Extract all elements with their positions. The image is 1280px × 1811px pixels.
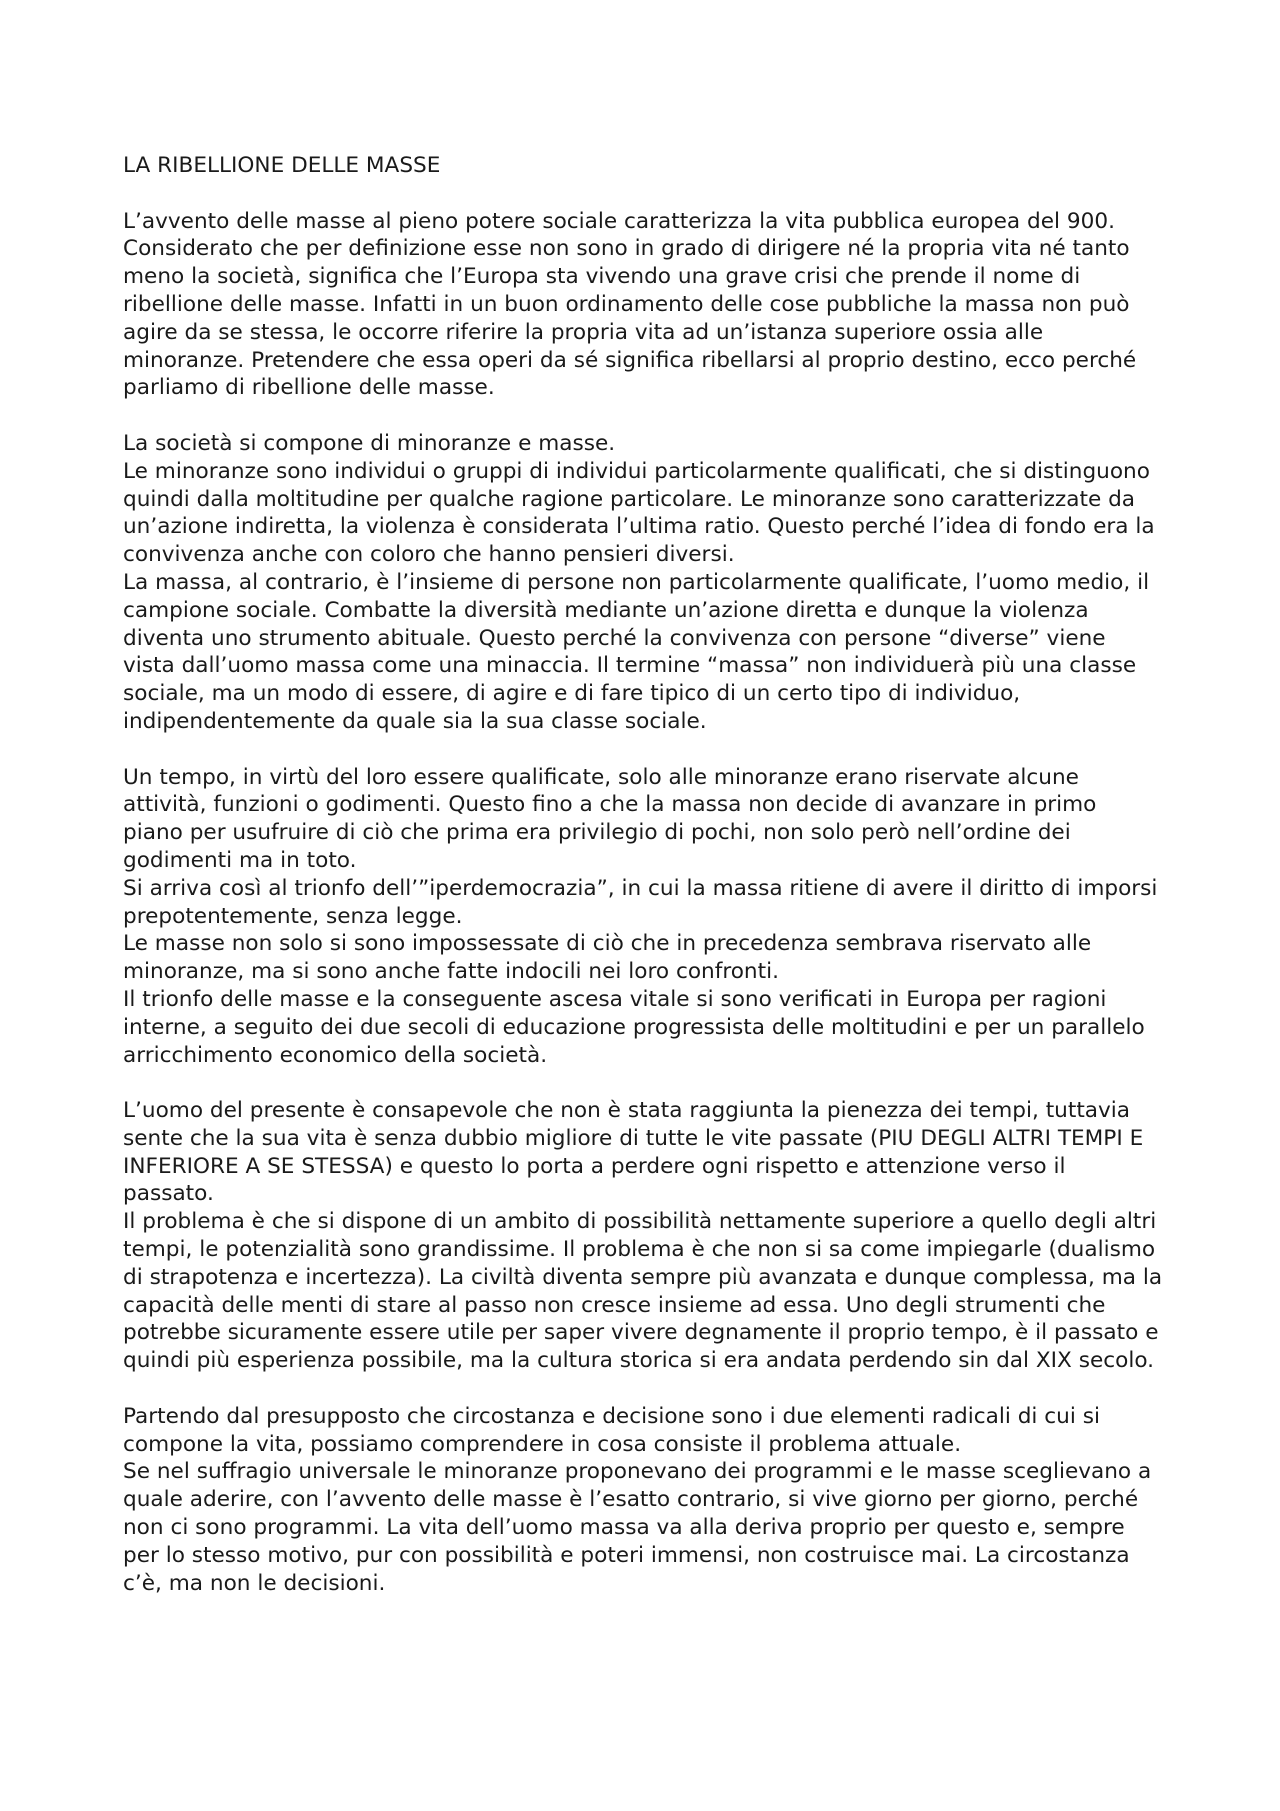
section-hyperdemocracy: [123, 764, 1163, 1070]
paragraph: La massa, al contrario, è l’insieme di persone non particolarmente qualificate, l’uomo medio, il campione sociale. Combatte la diversità mediante un’azione diretta e dunque la violenza diventa uno strumento abituale. Questo perché la convivenza con persone “diverse” viene vista dall’uomo massa come una minaccia. Il termine “massa” non individuerà più una classe sociale, ma un modo di essere, di agire e di fare tipico di un certo tipo di individuo, indipendentemente da quale sia la sua classe sociale.: [123, 569, 1150, 734]
paragraph: Partendo dal presupposto che circostanza e decisione sono i due elementi radicali di cui si compone la vita, possiamo comprendere in cosa consiste il problema attuale.: [123, 1403, 1100, 1457]
paragraph: L’uomo del presente è consapevole che non è stata raggiunta la pienezza dei tempi, tuttavia sente che la sua vita è senza dubbio migliore di tutte le vite passate (PIU DEGLI ALTRI TEMPI E INFERIORE A SE STESSA) e questo lo porta a perdere ogni rispetto e attenzione verso il passato.: [123, 1098, 1144, 1207]
section-intro: [123, 208, 1163, 403]
document-title: LA RIBELLIONE DELLE MASSE: [123, 153, 441, 178]
paragraph: Il trionfo delle masse e la conseguente ascesa vitale si sono verificati in Europa per ragioni interne, a seguito dei due secoli di educazione progressista delle moltitudini e per un parallelo arricchimento economico della società.: [123, 986, 1145, 1068]
section-minorities-and-masses: [123, 430, 1163, 736]
paragraph: L’avvento delle masse al pieno potere sociale caratterizza la vita pubblica europea del 900. Considerato che per definizione esse non sono in grado di dirigere né la propria vita né tanto meno la società, significa che l’Europa sta vivendo una grave crisi che prende il nome di ribellione delle masse. Infatti in un buon ordinamento delle cose pubbliche la massa non può agire da se stessa, le occorre riferire la propria vita ad un’istanza superiore ossia alle minoranze. Pretendere che essa operi da sé significa ribellarsi al proprio destino, ecco perché parliamo di ribellione delle masse.: [123, 208, 1137, 401]
section-circumstance-and-decision: [123, 1403, 1163, 1598]
paragraph: Le masse non solo si sono impossessate di ciò che in precedenza sembrava riservato alle minoranze, ma si sono anche fatte indocili nei loro confronti.: [123, 931, 1092, 985]
paragraph: La società si compone di minoranze e masse.: [123, 430, 616, 456]
document-body: [123, 152, 1163, 1597]
paragraph: Le minoranze sono individui o gruppi di individui particolarmente qualificati, che si distinguono quindi dalla moltitudine per qualche ragione particolare. Le minoranze sono caratterizzate da un’azione indiretta, la violenza è considerata l’ultima ratio. Questo perché l’idea di fondo era la convivenza anche con coloro che hanno pensieri diversi.: [123, 458, 1155, 568]
paragraph: Il problema è che si dispone di un ambito di possibilità nettamente superiore a quello degli altri tempi, le potenzialità sono grandissime. Il problema è che non si sa come impiegarle (dualismo di strapotenza e incertezza). La civiltà diventa sempre più avanzata e dunque complessa, ma la capacità delle menti di stare al passo non cresce insieme ad essa. Uno degli strumenti che potrebbe sicuramente essere utile per saper vivere degnamente il proprio tempo, è il passato e quindi più esperienza possibile, ma la cultura storica si era andata perdendo sin dal XIX secolo.: [123, 1209, 1163, 1374]
paragraph: Si arriva così al trionfo dell’”iperdemocrazia”, in cui la massa ritiene di avere il diritto di imporsi prepotentemente, senza legge.: [123, 875, 1158, 929]
paragraph: Se nel suffragio universale le minoranze proponevano dei programmi e le masse sceglievano a quale aderire, con l’avvento delle masse è l’esatto contrario, si vive giorno per giorno, perché non ci sono programmi. La vita dell’uomo massa va alla deriva proprio per questo e, sempre per lo stesso motivo, pur con possibilità e poteri immensi, non costruisce mai. La circostanza c’è, ma non le decisioni.: [123, 1459, 1152, 1596]
section-present-man: [123, 1097, 1163, 1375]
paragraph: Un tempo, in virtù del loro essere qualificate, solo alle minoranze erano riservate alcune attività, funzioni o godimenti. Questo fino a che la massa non decide di avanzare in primo piano per usufruire di ciò che prima era privilegio di pochi, non solo però nell’ordine dei godimenti ma in toto.: [123, 764, 1097, 873]
